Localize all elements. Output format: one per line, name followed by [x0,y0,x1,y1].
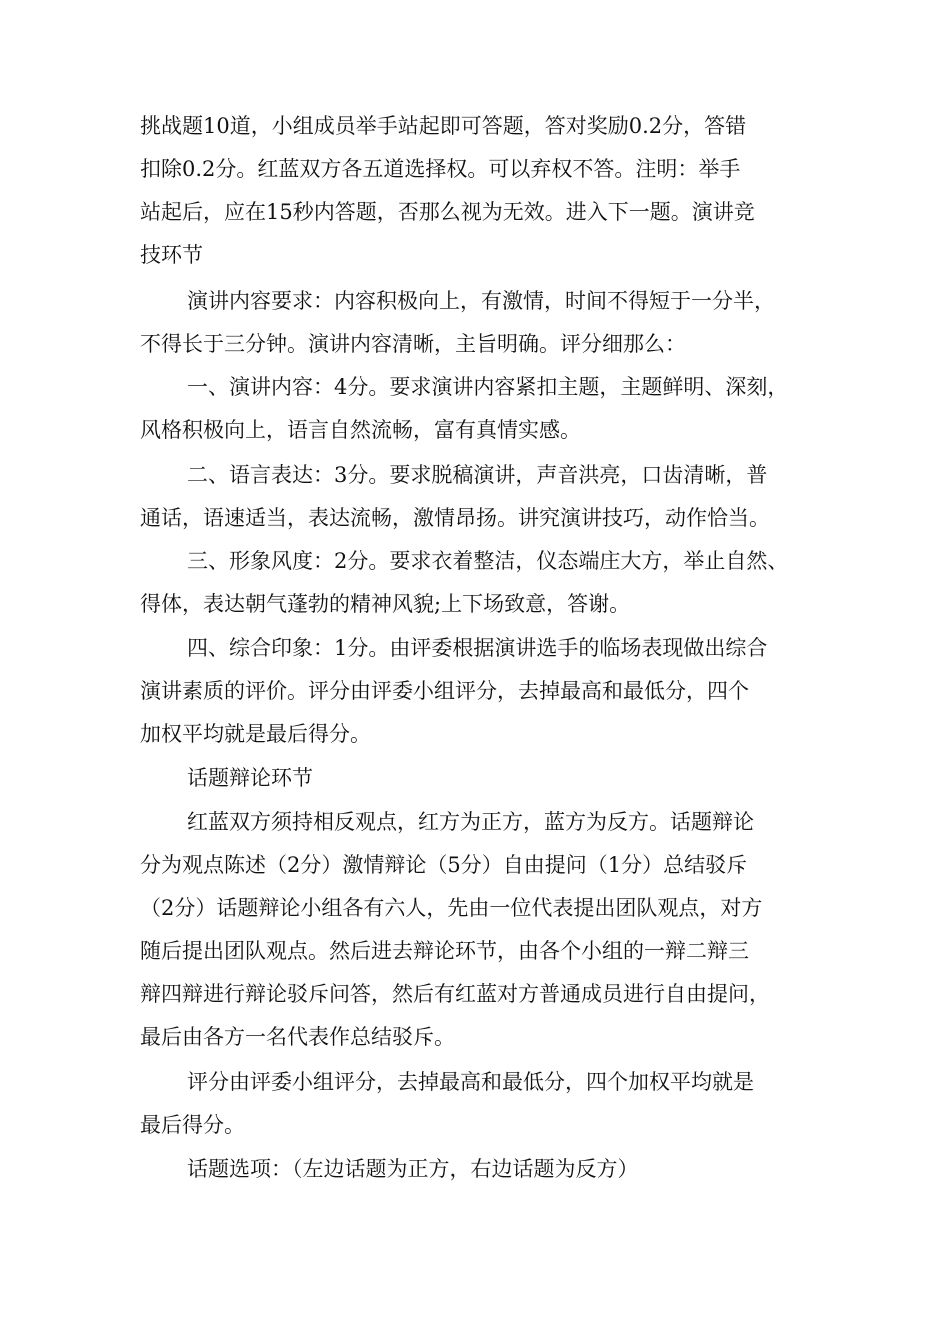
text-line: 最后得分。 [140,1113,245,1137]
text-line: （2分）话题辩论小组各有六人，先由一位代表提出团队观点，对方 [140,896,763,920]
section-heading: 话题辩论环节 [187,766,313,790]
text-line: 分为观点陈述（2分）激情辩论（5分）自由提问（1分）总结驳斥 [140,853,748,877]
text-line: 风格积极向上，语言自然流畅，富有真情实感。 [140,418,581,442]
text-line: 最后由各方一名代表作总结驳斥。 [140,1025,455,1049]
paragraph-first-line: 二、语言表达：3分。要求脱稿演讲，声音洪亮，口齿清晰，普 [187,463,768,487]
paragraph-first-line: 四、综合印象：1分。由评委根据演讲选手的临场表现做出综合 [187,636,768,660]
paragraph-first-line: 一、演讲内容：4分。要求演讲内容紧扣主题，主题鲜明、深刻， [187,375,789,399]
paragraph-first-line: 三、形象风度：2分。要求衣着整洁，仪态端庄大方，举止自然、 [187,549,789,573]
text-line: 通话，语速适当，表达流畅，激情昂扬。讲究演讲技巧，动作恰当。 [140,506,770,530]
paragraph-first-line: 话题选项：（左边话题为正方，右边话题为反方） [187,1157,639,1181]
text-line: 演讲素质的评价。评分由评委小组评分，去掉最高和最低分，四个 [140,679,749,703]
paragraph-first-line: 评分由评委小组评分，去掉最高和最低分，四个加权平均就是 [187,1070,754,1094]
text-line: 不得长于三分钟。演讲内容清晰，主旨明确。评分细那么： [140,332,686,356]
text-line: 加权平均就是最后得分。 [140,722,371,746]
paragraph-first-line: 红蓝双方须持相反观点，红方为正方，蓝方为反方。话题辩论 [187,810,754,834]
text-line: 随后提出团队观点。然后进去辩论环节，由各个小组的一辩二辩三 [140,939,749,963]
text-line: 技环节 [140,243,203,267]
text-line: 站起后，应在15秒内答题，否那么视为无效。进入下一题。演讲竞 [140,200,755,224]
text-line: 扣除0.2分。红蓝双方各五道选择权。可以弃权不答。注明：举手 [140,157,741,181]
text-line: 辩四辩进行辩论驳斥问答，然后有红蓝对方普通成员进行自由提问， [140,982,770,1006]
text-line: 挑战题10道，小组成员举手站起即可答题，答对奖励0.2分，答错 [140,114,747,138]
paragraph-first-line: 演讲内容要求：内容积极向上，有激情，时间不得短于一分半， [187,289,775,313]
text-line: 得体，表达朝气蓬勃的精神风貌;上下场致意，答谢。 [140,592,631,616]
